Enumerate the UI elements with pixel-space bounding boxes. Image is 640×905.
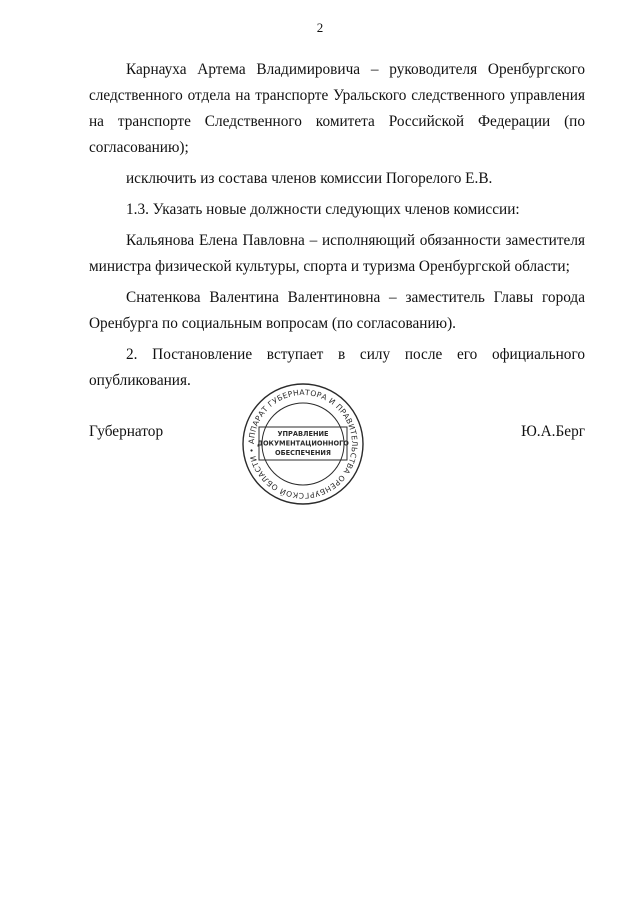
document-body — [89, 57, 585, 399]
page-number: 2 — [316, 20, 324, 35]
paragraph-karnaukh: Карнауха Артема Владимировича – руководителя Оренбургского следственного отдела на транспорте Уральского следственного управления на транспорте Следственного комитета Российской Федерации (по согласованию); — [89, 61, 585, 156]
seal-icon — [241, 382, 365, 506]
seal-center-line-3: ОБЕСПЕЧЕНИЯ — [275, 449, 331, 457]
paragraph-section-1-3: 1.3. Указать новые должности следующих членов комиссии: — [126, 201, 520, 218]
paragraph-kalyanova: Кальянова Елена Павловна – исполняющий обязанности заместителя министра физической культуры, спорта и туризма Оренбургской области; — [89, 232, 585, 275]
seal-ring-text: АППАРАТ ГУБЕРНАТОРА И ПРАВИТЕЛЬСТВА ОРЕНБУРГСКОЙ ОБЛАСТИ • — [246, 387, 360, 501]
signatory-position: Губернатор — [89, 423, 164, 440]
seal-center-line-2: ДОКУМЕНТАЦИОННОГО — [257, 439, 349, 448]
signatory-name: Ю.А.Берг — [521, 423, 585, 440]
paragraph-exclude-pogorely: исключить из состава членов комиссии Погорелого Е.В. — [126, 170, 493, 187]
seal-center-line-1: УПРАВЛЕНИЕ — [277, 430, 329, 438]
paragraph-effective-date: 2. Постановление вступает в силу после его официального опубликования. — [89, 346, 585, 389]
paragraph-snatenkova: Снатенкова Валентина Валентиновна – заместитель Главы города Оренбурга по социальным вопросам (по согласованию). — [89, 289, 585, 332]
official-seal-stamp — [241, 382, 365, 506]
